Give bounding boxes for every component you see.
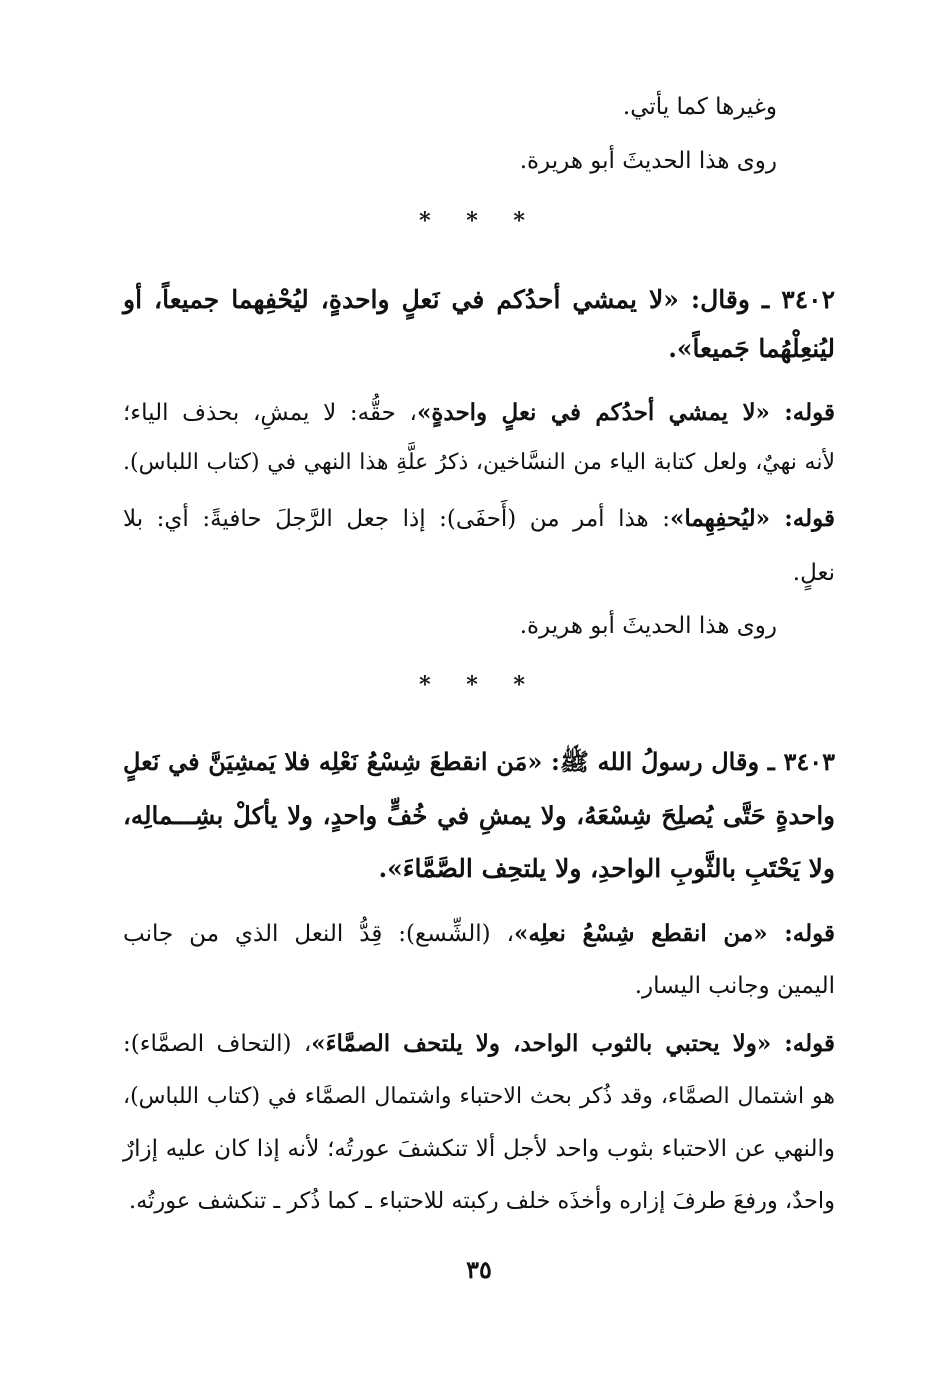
- quoted-phrase: قوله: «ليُحفِهِما»: [669, 505, 835, 532]
- hadith-3402-line: ليُنعِلْهُما جَميعاً».: [668, 334, 835, 363]
- commentary-text: ، (التحاف الصمَّاء):: [123, 1031, 312, 1057]
- commentary-line: هو اشتمال الصمَّاء، وقد ذُكر بحث الاحتباء واشتمال الصمَّاء في (كتاب اللباس)،: [123, 1084, 835, 1109]
- commentary-line: [123, 917, 835, 951]
- commentary-line: لأنه نهيٌ، ولعل كتابة الياء من النسَّاخين، ذكرُ علَّةِ هذا النهي في (كتاب اللباس).: [123, 450, 835, 475]
- narrator-line: روى هذا الحديثَ أبو هريرة.: [519, 613, 777, 639]
- page-number: ٣٥: [466, 1255, 492, 1284]
- section-separator: * * *: [419, 208, 539, 234]
- text-line: وغيرها كما يأتي.: [622, 94, 777, 120]
- narrator-line: روى هذا الحديثَ أبو هريرة.: [519, 148, 777, 174]
- hadith-3403-line: ولا يَحْتَبِ بالثَّوبِ الواحدِ، ولا يلتحِف الصَّمَّاءَ».: [378, 854, 835, 883]
- quoted-phrase: قوله: «من انقطع شِسْعُ نعلِه»: [514, 920, 835, 947]
- commentary-text: ، حقُّه: لا يمشِ، بحذف الياء؛: [123, 400, 417, 426]
- commentary-line: نعلٍ.: [792, 560, 835, 586]
- hadith-3403-line: ٣٤٠٣ ـ وقال رسولُ الله ﷺ: «مَن انقطعَ شِسْعُ نَعْلِه فلا يَمشِيَنَّ في نَعلٍ: [123, 747, 835, 776]
- commentary-line: [123, 1027, 835, 1061]
- hadith-3402-line: ٣٤٠٢ ـ وقال: «لا يمشي أحدُكم في نَعلٍ واحدةٍ، ليُحْفِهما جميعاً، أو: [123, 285, 835, 314]
- hadith-3403-line: واحدةٍ حَتَّى يُصلِحَ شِسْعَهُ، ولا يمشِ في خُفٍّ واحدٍ، ولا يأكلْ بشِـــمالِه،: [123, 801, 835, 830]
- commentary-text: : هذا أمر من (أَحفَى): إذا جعل الرَّجلَ حافيةً: أي: بلا: [123, 506, 670, 532]
- quoted-phrase: قوله: «لا يمشي أحدُكم في نعلٍ واحدةٍ»: [416, 399, 836, 426]
- commentary-line: [123, 396, 835, 430]
- commentary-line: واحدٌ، ورفعَ طرفَ إزاره وأخذَه خلف ركبته للاحتباء ـ كما ذُكر ـ تنكشف عورتُه.: [128, 1188, 835, 1214]
- quoted-phrase: قوله: «ولا يحتبي بالثوب الواحد، ولا يلتحف الصمَّاءَ»: [311, 1030, 835, 1057]
- book-page: [123, 0, 835, 1380]
- commentary-line: والنهي عن الاحتباء بثوب واحد لأجل ألا تنكشفَ عورتُه؛ لأنه إذا كان عليه إزارٌ: [123, 1136, 835, 1162]
- section-separator: * * *: [419, 672, 539, 698]
- commentary-text: ، (الشِّسع): قِدُّ النعل الذي من جانب: [123, 921, 515, 947]
- commentary-line: اليمين وجانب اليسار.: [634, 973, 835, 999]
- commentary-line: [123, 502, 835, 536]
